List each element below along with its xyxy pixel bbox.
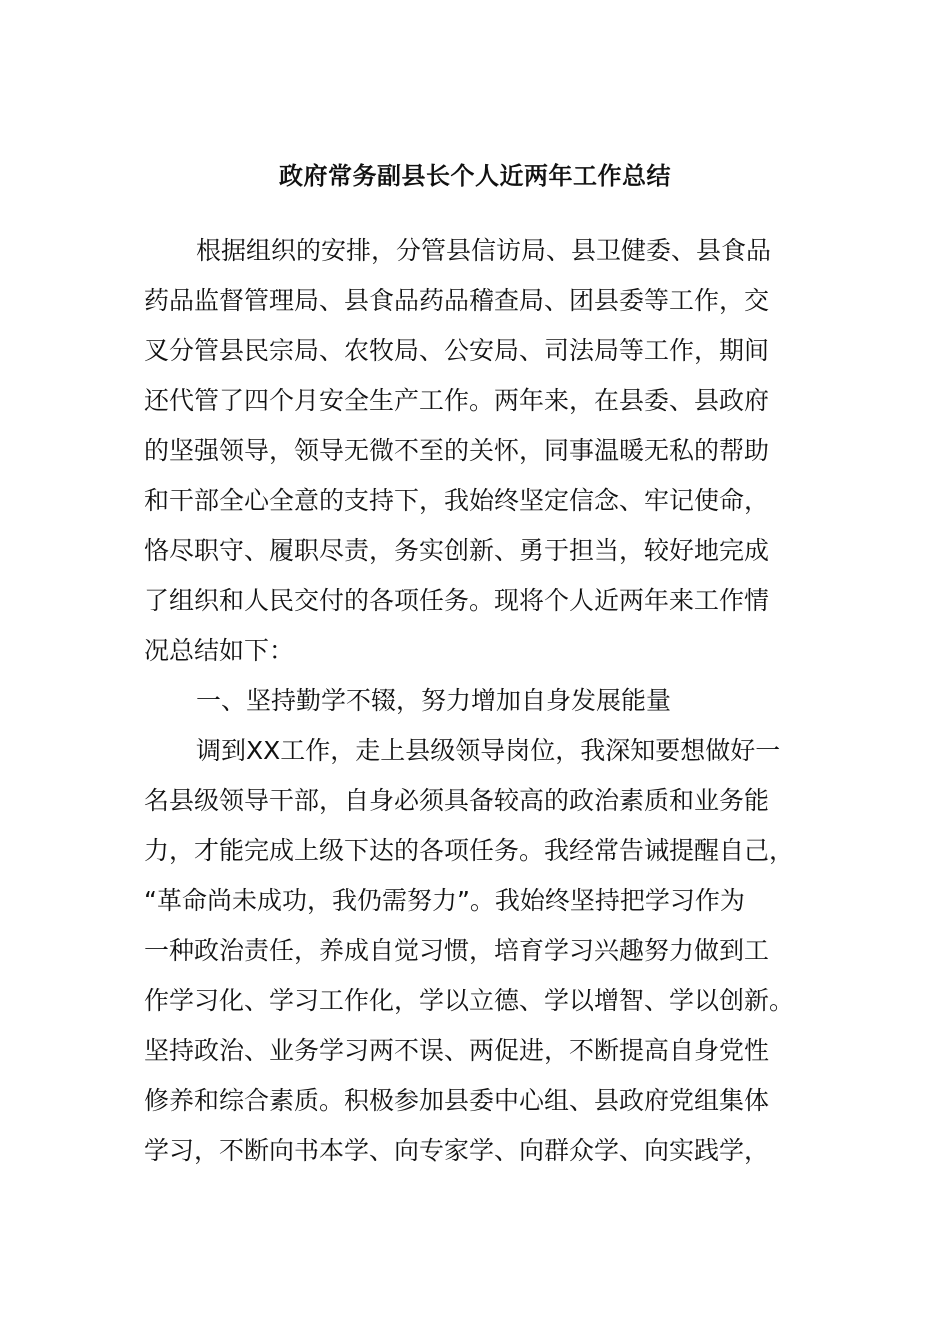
paragraph-line: 力，才能完成上级下达的各项任务。我经常告诫提醒自己， — [144, 836, 795, 865]
paragraph-line: 一种政治责任，养成自觉习惯，培育学习兴趣努力做到工 — [144, 936, 770, 965]
paragraph-line: 的坚强领导，领导无微不至的关怀，同事温暖无私的帮助 — [144, 436, 770, 465]
document-body — [144, 226, 804, 1176]
document-title: 政府常务副县长个人近两年工作总结 — [279, 162, 671, 190]
paragraph-line: 叉分管县民宗局、农牧局、公安局、司法局等工作，期间 — [144, 336, 770, 365]
paragraph-line: 作学习化、学习工作化，学以立德、学以增智、学以创新。 — [144, 986, 795, 1015]
paragraph-line: 还代管了四个月安全生产工作。两年来，在县委、县政府 — [144, 386, 770, 415]
paragraph-line: 了组织和人民交付的各项任务。现将个人近两年来工作情 — [144, 586, 770, 615]
paragraph-line: “革命尚未成功，我仍需努力”。我始终坚持把学习作为 — [144, 886, 745, 915]
paragraph-line: 药品监督管理局、县食品药品稽查局、团县委等工作，交 — [144, 286, 770, 315]
paragraph-line: 名县级领导干部，自身必须具备较高的政治素质和业务能 — [144, 786, 770, 815]
paragraph-line: 调到XX工作，走上县级领导岗位，我深知要想做好一 — [196, 736, 781, 765]
paragraph-line: 和干部全心全意的支持下，我始终坚定信念、牢记使命， — [144, 486, 770, 515]
paragraph-line: 修养和综合素质。积极参加县委中心组、县政府党组集体 — [144, 1086, 770, 1115]
paragraph-line: 学习，不断向书本学、向专家学、向群众学、向实践学， — [144, 1136, 770, 1165]
section-heading: 一、坚持勤学不辍，努力增加自身发展能量 — [196, 686, 672, 715]
paragraph-line: 况总结如下： — [144, 636, 295, 665]
paragraph-line: 恪尽职守、履职尽责，务实创新、勇于担当，较好地完成 — [144, 536, 770, 565]
paragraph-line: 坚持政治、业务学习两不误、两促进，不断提高自身党性 — [144, 1036, 770, 1065]
paragraph-line: 根据组织的安排，分管县信访局、县卫健委、县食品 — [196, 236, 772, 265]
